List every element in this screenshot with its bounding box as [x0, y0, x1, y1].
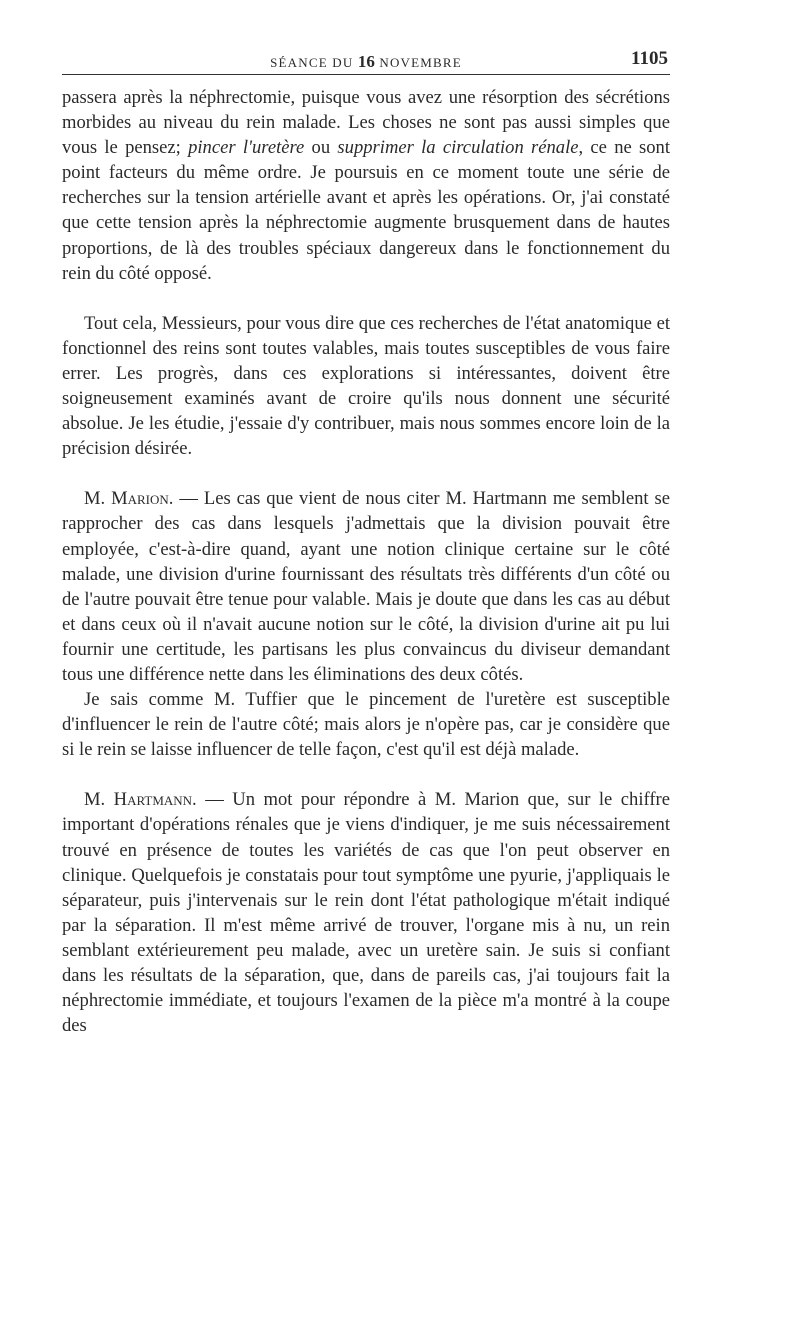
paragraph-text: passera après la néphrectomie, puisque vous avez une résorption des sécrétions morbides au niveau du rein malade. Les choses ne sont pas aussi simples que vous le pensez; — [62, 87, 670, 159]
paragraph-gap — [62, 461, 670, 486]
paragraph-text: , ce ne sont point facteurs du même ordre. Je poursuis en ce moment toute une série de recherches sur la tension artérielle avant et après les opérations. Or, j'ai constaté que cette tension après la néphrectomie augmente brusquement dans de hautes proportions, de là des troubles spéciaux dangereux dans le fonctionnement du rein du côté opposé. — [62, 137, 670, 284]
paragraph-text: — Les cas que vient de nous citer M. Hartmann me semblent se rapprocher des cas dans lesquels j'admettais que la division pouvait être employée, c'est-à-dire quand, ayant une notion clinique certaine sur le côté malade, une division d'urine fournissant des résultats très différents d'un côté ou de l'autre pouvait être tenue pour valable. Mais je doute que dans les cas au début et dans ceux où il n'avait aucune notion sur le côté, la division d'urine ait pu lui fournir une certitude, les partisans les plus convaincus du diviseur demandant tous une différence nette dans les éliminations des deux côtés. — [62, 488, 670, 685]
italic-phrase: pincer l'uretère — [188, 137, 305, 159]
body-text — [62, 85, 670, 1038]
paragraph-text: ou — [304, 137, 338, 159]
page-number: 1105 — [631, 48, 668, 69]
paragraph-gap — [62, 286, 670, 311]
paragraph-hartmann — [62, 787, 670, 1038]
paragraph-marion — [62, 486, 670, 687]
paragraph-continuation — [62, 85, 670, 286]
speaker-name: M. Marion. — [84, 488, 174, 510]
italic-phrase: supprimer la circulation rénale — [337, 137, 579, 159]
header-title-prefix: SÉANCE DU — [270, 55, 358, 70]
paragraph-gap — [62, 762, 670, 787]
header-month: NOVEMBRE — [374, 55, 462, 70]
paragraph-text: — Un mot pour répondre à M. Marion que, sur le chiffre important d'opérations rénales que je viens d'indiquer, je me suis nécessairement trouvé en présence de toutes les variétés de cas que l'on peut observer en clinique. Quelquefois je constatais pour tout symptôme une pyurie, j'appliquais le séparateur, puis j'intervenais sur le rein dont l'état pathologique m'était indiqué par la séparation. Il m'est même arrivé de trouver, l'organe mis à nu, un rein semblant extérieurement peu malade, avec un uretère sain. Je suis si confiant dans les résultats de la séparation, que, dans de pareils cas, j'ai toujours fait la néphrectomie immédiate, et toujours l'examen de la pièce m'a montré à la coupe des — [62, 789, 671, 1037]
page — [62, 44, 670, 1038]
header-day: 16 — [357, 52, 375, 71]
header-title — [62, 52, 670, 72]
paragraph-tout-cela: Tout cela, Messieurs, pour vous dire que ces recherches de l'état anatomique et fonctionnel des reins sont toutes valables, mais toutes susceptibles de vous faire errer. Les progrès, dans ces explorations si intéressantes, doivent être soigneusement examinés avant de croire qu'ils nous donnent une sécurité absolue. Je les étudie, j'essaie d'y contribuer, mais nous sommes encore loin de la précision désirée. — [62, 312, 670, 460]
running-header — [62, 44, 670, 75]
paragraph-marion-continued: Je sais comme M. Tuffier que le pincement de l'uretère est susceptible d'influencer le rein de l'autre côté; mais alors je n'opère pas, car je considère que si le rein se laisse influencer de telle façon, c'est qu'il est déjà malade. — [62, 689, 670, 761]
speaker-name: M. Hartmann. — [84, 789, 197, 811]
